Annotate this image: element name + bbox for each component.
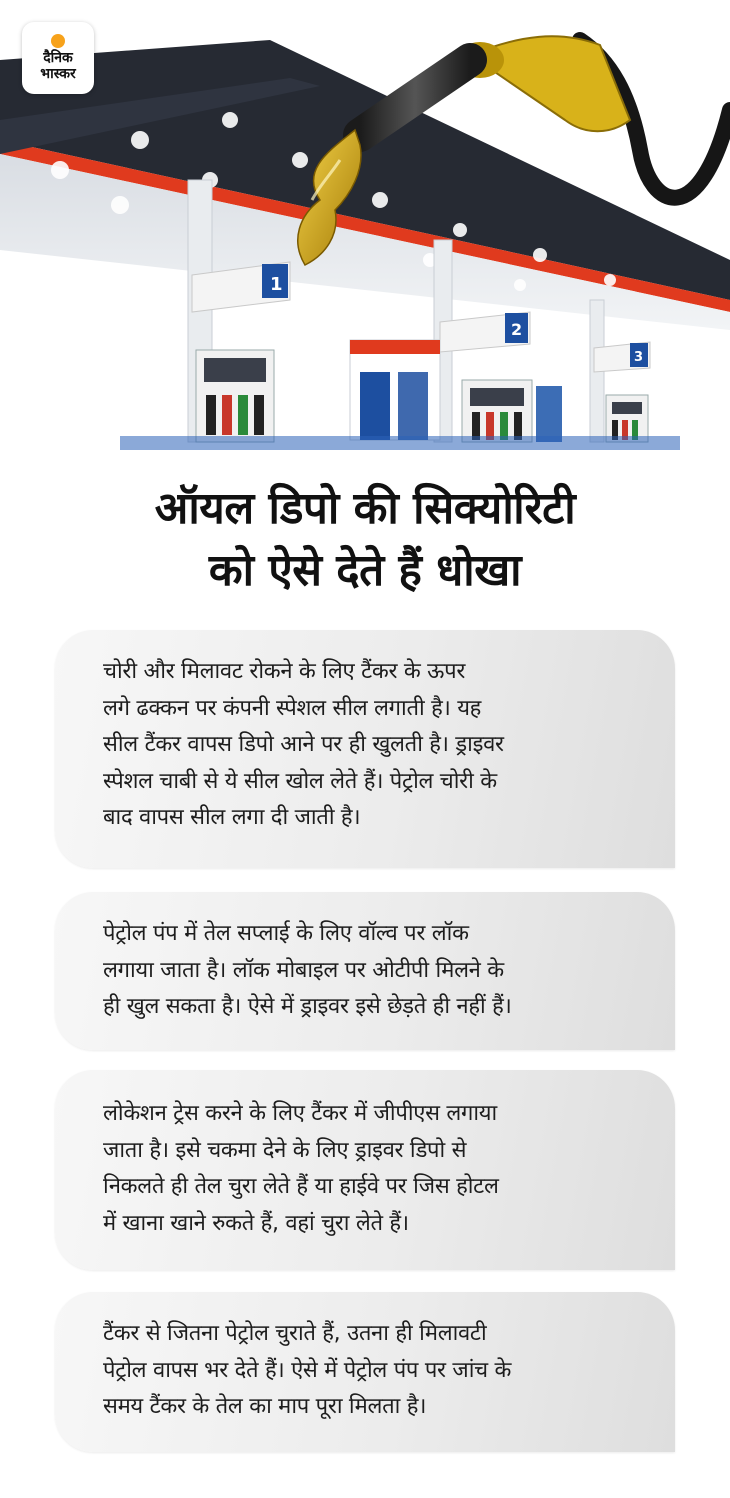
card-line: बाद वापस सील लगा दी जाती है। [103,805,361,830]
svg-text:2: 2 [511,320,523,339]
card-line: निकलते ही तेल चुरा लेते हैं या हाईवे पर जिस होटल [103,1174,499,1199]
card-line: टैंकर से जितना पेट्रोल चुराते हैं, उतना ही मिलावटी [103,1321,487,1346]
info-card-valve-lock [55,892,675,1050]
card-line: लोकेशन ट्रेस करने के लिए टैंकर में जीपीएस लगाया [103,1101,497,1126]
logo-text-line2: भास्कर [40,66,76,82]
card-line: स्पेशल चाबी से ये सील खोल लेते हैं। पेट्रोल चोरी के [103,768,497,794]
info-card-adulteration [55,1292,675,1452]
svg-text:1: 1 [270,274,283,295]
card-line: समय टैंकर के तेल का माप पूरा मिलता है। [103,1394,427,1419]
card-line: जाता है। इसे चकमा देने के लिए ड्राइवर डिपो से [103,1137,467,1163]
card-line: ही खुल सकता है। ऐसे में ड्राइवर इसे छेड़ते ही नहीं हैं। [103,994,512,1019]
logo-text-line1: दैनिक [43,50,73,66]
card-line: सील टैंकर वापस डिपो आने पर ही खुलती है। ड्राइवर [103,732,504,757]
dainik-bhaskar-logo [22,22,94,94]
card-line: लगे ढक्कन पर कंपनी स्पेशल सील लगाती है। यह [103,695,482,721]
petrol-pump-canopy-icon [0,0,730,450]
card-line: चोरी और मिलावट रोकने के लिए टैंकर के ऊपर [103,659,466,684]
card-text [103,1096,647,1242]
info-card-gps [55,1070,675,1270]
page-title [0,478,730,602]
headline-line-1: ऑयल डिपो की सिक्योरिटी [154,483,576,534]
card-line: में खाना खाने रुकते हैं, वहां चुरा लेते हैं। [103,1210,409,1236]
card-line: लगाया जाता है। लॉक मोबाइल पर ओटीपी मिलने के [103,957,504,983]
svg-text:3: 3 [634,350,644,365]
info-card-tanker-seal [55,630,675,868]
sun-icon [51,34,65,48]
card-text [103,654,647,837]
card-text [103,916,647,1026]
card-text [103,1316,647,1426]
card-line: पेट्रोल वापस भर देते हैं। ऐसे में पेट्रोल पंप पर जांच के [103,1357,512,1383]
card-line: पेट्रोल पंप में तेल सप्लाई के लिए वॉल्व पर लॉक [103,921,469,946]
hero-illustration [0,0,730,450]
headline-line-2: को ऐसे देते हैं धोखा [208,545,522,596]
